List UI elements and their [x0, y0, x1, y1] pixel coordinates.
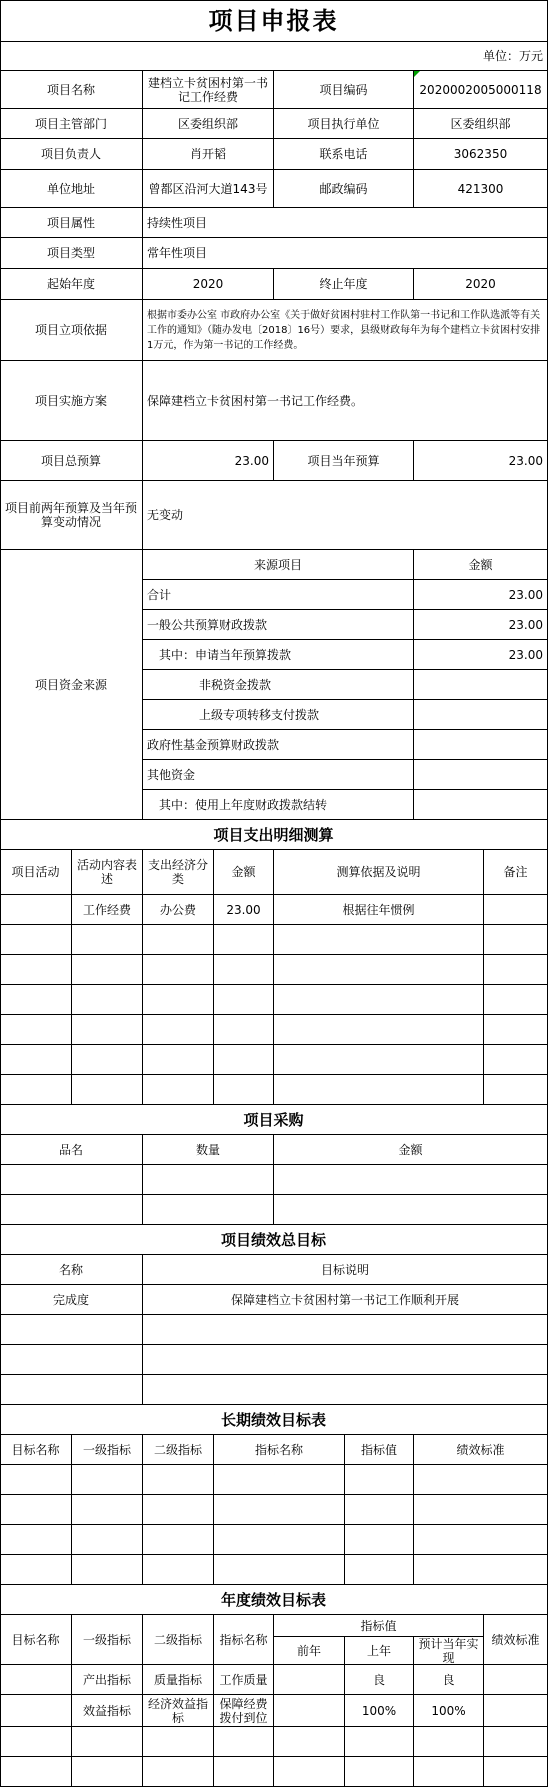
perf-cell: 完成度	[0, 1285, 143, 1315]
annual-cell	[0, 1695, 72, 1727]
attribute-value: 持续性项目	[143, 208, 548, 238]
plan-value: 保障建档立卡贫困村第一书记工作经费。	[143, 361, 548, 441]
annual-cell: 100%	[414, 1695, 484, 1727]
end-year-value: 2020	[414, 269, 548, 300]
funding-row-amount: 23.00	[414, 640, 548, 670]
annual-header-expect: 预计当年实现	[414, 1637, 484, 1665]
perf-header: 目标说明	[143, 1255, 548, 1285]
annual-cell: 产出指标	[72, 1665, 143, 1695]
purchase-header: 金额	[274, 1135, 548, 1165]
annual-header-last: 上年	[345, 1637, 414, 1665]
form-title: 项目申报表	[0, 0, 548, 42]
funding-row-amount	[414, 760, 548, 790]
project-code-value: 2020002005000118	[414, 71, 548, 109]
annual-header-name: 指标名称	[214, 1615, 274, 1665]
funding-col-source: 来源项目	[143, 550, 414, 580]
annual-cell: 效益指标	[72, 1695, 143, 1727]
annual-cell	[484, 1695, 548, 1727]
basis-value: 根据市委办公室 市政府办公室《关于做好贫困村驻村工作队第一书记和工作队选派等有关工作的通知》（随办发电〔2018〕16号）要求，县级财政每年为每个建档立卡贫困村安排1万元，作为第一书记的工作经费。	[143, 300, 548, 361]
funding-source-label: 项目资金来源	[0, 550, 143, 820]
year-budget-value: 23.00	[414, 441, 548, 481]
leader-value: 肖开韬	[143, 139, 274, 170]
funding-row-name: 其中：申请当年预算拨款	[143, 640, 414, 670]
budget-change-value: 无变动	[143, 481, 548, 550]
annual-cell	[274, 1695, 345, 1727]
funding-col-amount: 金额	[414, 550, 548, 580]
plan-label: 项目实施方案	[0, 361, 143, 441]
phone-value: 3062350	[414, 139, 548, 170]
funding-row-amount: 23.00	[414, 610, 548, 640]
funding-row-name: 一般公共预算财政拨款	[143, 610, 414, 640]
attribute-label: 项目属性	[0, 208, 143, 238]
longterm-header: 绩效标准	[414, 1435, 548, 1465]
annual-cell: 良	[345, 1665, 414, 1695]
annual-cell: 质量指标	[143, 1665, 214, 1695]
annual-cell: 工作质量	[214, 1665, 274, 1695]
purchase-header: 数量	[143, 1135, 274, 1165]
end-year-label: 终止年度	[274, 269, 414, 300]
purchase-header: 品名	[0, 1135, 143, 1165]
zip-value: 421300	[414, 170, 548, 208]
type-label: 项目类型	[0, 238, 143, 269]
type-value: 常年性项目	[143, 238, 548, 269]
cell-marker	[414, 71, 420, 77]
funding-row-name: 非税资金拨款	[143, 670, 414, 700]
dept-value: 区委组织部	[143, 109, 274, 139]
zip-label: 邮政编码	[274, 170, 414, 208]
annual-cell: 经济效益指标	[143, 1695, 214, 1727]
funding-row-amount	[414, 730, 548, 760]
longterm-section-title: 长期绩效目标表	[0, 1405, 548, 1435]
annual-header-l2: 二级指标	[143, 1615, 214, 1665]
address-value: 曾都区沿河大道143号	[143, 170, 274, 208]
longterm-header: 目标名称	[0, 1435, 72, 1465]
annual-cell	[0, 1665, 72, 1695]
expense-cell: 工作经费	[72, 895, 143, 925]
annual-cell: 良	[414, 1665, 484, 1695]
unit-label: 单位：万元	[0, 42, 548, 71]
expense-cell	[0, 895, 72, 925]
expense-cell: 根据往年惯例	[274, 895, 484, 925]
annual-cell: 100%	[345, 1695, 414, 1727]
leader-label: 项目负责人	[0, 139, 143, 170]
total-budget-label: 项目总预算	[0, 441, 143, 481]
budget-change-label: 项目前两年预算及当年预算变动情况	[0, 481, 143, 550]
annual-cell	[484, 1665, 548, 1695]
expense-header: 活动内容表述	[72, 850, 143, 895]
address-label: 单位地址	[0, 170, 143, 208]
expense-header: 项目活动	[0, 850, 72, 895]
funding-row-amount	[414, 670, 548, 700]
year-budget-label: 项目当年预算	[274, 441, 414, 481]
funding-row-name: 政府性基金预算财政拨款	[143, 730, 414, 760]
expense-header: 支出经济分类	[143, 850, 214, 895]
longterm-header: 一级指标	[72, 1435, 143, 1465]
funding-row-name: 上级专项转移支付拨款	[143, 700, 414, 730]
project-name-label: 项目名称	[0, 71, 143, 109]
expense-header: 金额	[214, 850, 274, 895]
expense-cell: 23.00	[214, 895, 274, 925]
annual-header-value: 指标值	[274, 1615, 484, 1637]
expense-header: 备注	[484, 850, 548, 895]
longterm-header: 二级指标	[143, 1435, 214, 1465]
longterm-header: 指标值	[345, 1435, 414, 1465]
annual-cell	[274, 1665, 345, 1695]
total-budget-value: 23.00	[143, 441, 274, 481]
expense-section-title: 项目支出明细测算	[0, 820, 548, 850]
project-code-label: 项目编码	[274, 71, 414, 109]
annual-section-title: 年度绩效目标表	[0, 1585, 548, 1615]
dept-label: 项目主管部门	[0, 109, 143, 139]
longterm-header: 指标名称	[214, 1435, 345, 1465]
funding-row-amount	[414, 790, 548, 820]
perf-header: 名称	[0, 1255, 143, 1285]
purchase-section-title: 项目采购	[0, 1105, 548, 1135]
project-name-value: 建档立卡贫困村第一书记工作经费	[143, 71, 274, 109]
annual-cell: 保障经费拨付到位	[214, 1695, 274, 1727]
annual-header-goal: 目标名称	[0, 1615, 72, 1665]
funding-row-name: 合计	[143, 580, 414, 610]
perf-section-title: 项目绩效总目标	[0, 1225, 548, 1255]
annual-header-prev: 前年	[274, 1637, 345, 1665]
basis-label: 项目立项依据	[0, 300, 143, 361]
expense-cell: 办公费	[143, 895, 214, 925]
funding-row-name: 其中：使用上年度财政拨款结转	[143, 790, 414, 820]
funding-row-name: 其他资金	[143, 760, 414, 790]
perf-cell: 保障建档立卡贫困村第一书记工作顺利开展	[143, 1285, 548, 1315]
expense-cell	[484, 895, 548, 925]
start-year-label: 起始年度	[0, 269, 143, 300]
exec-unit-label: 项目执行单位	[274, 109, 414, 139]
phone-label: 联系电话	[274, 139, 414, 170]
exec-unit-value: 区委组织部	[414, 109, 548, 139]
funding-row-amount	[414, 700, 548, 730]
expense-header: 测算依据及说明	[274, 850, 484, 895]
funding-row-amount: 23.00	[414, 580, 548, 610]
annual-header-std: 绩效标准	[484, 1615, 548, 1665]
start-year-value: 2020	[143, 269, 274, 300]
annual-header-l1: 一级指标	[72, 1615, 143, 1665]
